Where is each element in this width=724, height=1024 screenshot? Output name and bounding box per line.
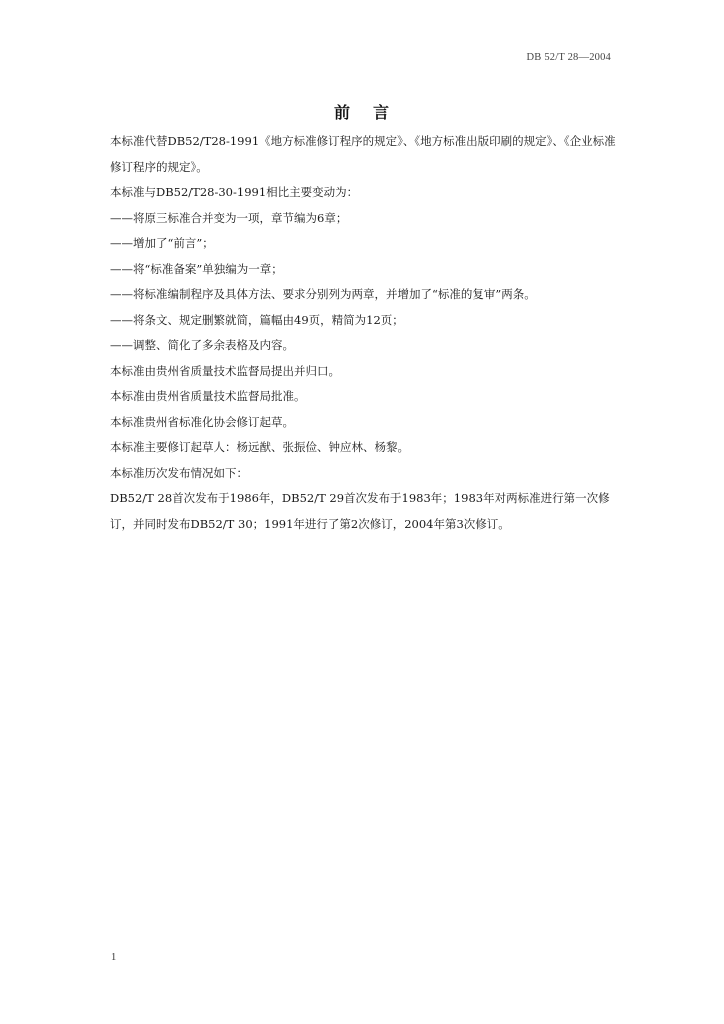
foreword-body — [110, 129, 620, 537]
page-number: 1 — [111, 952, 117, 963]
change-item-procedure: ——将标准编制程序及具体方法、要求分别列为两章，并增加了“标准的复审”两条。 — [110, 287, 536, 301]
change-item-merge: ——将原三标准合并变为一项，章节编为6章； — [110, 210, 348, 225]
paragraph-approved-by: 本标准由贵州省质量技术监督局批准。 — [110, 389, 306, 403]
page-title-part-1: 前 — [333, 103, 351, 122]
page-title — [0, 100, 724, 123]
change-item-foreword: ——增加了“前言”； — [110, 236, 214, 250]
paragraph-replaces: 本标准代替DB52/T28-1991《地方标准修订程序的规定》、《地方标准出版印刷的规定》、《企业标准修订程序的规定》。 — [110, 134, 616, 174]
change-item-tables: ——调整、简化了多余表格及内容。 — [110, 338, 294, 352]
standard-code: DB 52/T 28—2004 — [526, 52, 611, 63]
paragraph-drafted-by: 本标准贵州省标准化协会修订起草。 — [110, 414, 294, 429]
paragraph-changes-intro: 本标准与DB52/T28-30-1991相比主要变动为： — [110, 185, 359, 199]
change-item-filing: ——将“标准备案”单独编为一章； — [110, 261, 283, 276]
change-item-simplify: ——将条文、规定删繁就简，篇幅由49页，精简为12页； — [110, 312, 404, 327]
paragraph-drafters: 本标准主要修订起草人：杨远猷、张振俭、钟应林、杨黎。 — [110, 440, 409, 454]
paragraph-proposed-by: 本标准由贵州省质量技术监督局提出并归口。 — [110, 363, 340, 378]
paragraph-history: DB52/T 28首次发布于1986年，DB52/T 29首次发布于1983年；1983年对两标准进行第一次修订，并同时发布DB52/T 30；1991年进行了第2次修订，2004年第3次修订。 — [110, 491, 610, 531]
paragraph-history-intro: 本标准历次发布情况如下： — [110, 465, 248, 480]
page-title-part-2: 言 — [373, 103, 391, 122]
